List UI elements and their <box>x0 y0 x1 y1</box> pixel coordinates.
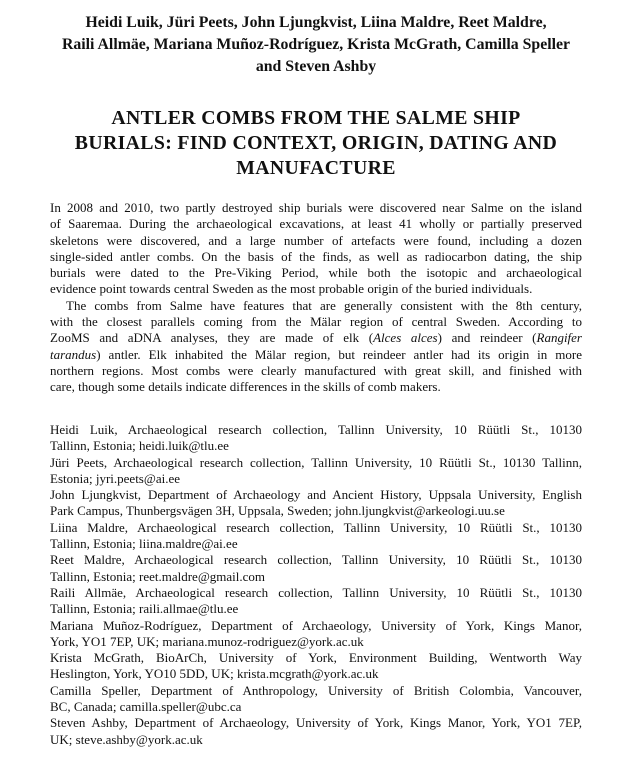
affiliation-line: Tallinn, Estonia; liina.maldre@ai.ee <box>50 536 238 552</box>
title-line: ANTLER COMBS FROM THE SALME SHIP <box>111 107 521 129</box>
abstract-line <box>50 347 582 363</box>
affiliation-entry <box>50 650 582 683</box>
abstract-line: of Saaremaa. During the archaeological excavations, at least 41 wholly or partially preserved <box>50 216 582 232</box>
affiliation-entry <box>50 422 582 455</box>
abstract-line: care, though some details indicate differences in the skills of comb makers. <box>50 379 441 395</box>
affiliation-line: Tallinn, Estonia; reet.maldre@gmail.com <box>50 568 266 584</box>
affiliation-entry <box>50 520 582 553</box>
title-line: MANUFACTURE <box>236 157 396 179</box>
title-line: BURIALS: FIND CONTEXT, ORIGIN, DATING AND <box>74 132 558 154</box>
affiliation-entry <box>50 585 582 618</box>
affiliation-entry <box>50 618 582 651</box>
paper-title <box>6 106 626 181</box>
author-line: Raili Allmäe, Mariana Muñoz-Rodríguez, Krista McGrath, Camilla Speller <box>61 36 571 53</box>
abstract-line: burials were dated to the Pre-Viking Period, while both the isotopic and archaeological <box>50 265 582 281</box>
affiliation-entry <box>50 487 582 520</box>
affiliation-line: Krista McGrath, BioArCh, University of York, Environment Building, Wentworth Way <box>50 650 582 666</box>
affiliation-line: UK; steve.ashby@york.ac.uk <box>50 731 203 747</box>
affiliation-line: Steven Ashby, Department of Archaeology, University of York, Kings Manor, York, YO1 7EP, <box>50 715 582 731</box>
affiliation-line: Raili Allmäe, Archaeological research collection, Tallinn University, 10 Rüütli St., 10130 <box>50 584 582 600</box>
affiliation-line: Park Campus, Thunbergsvägen 3H, Uppsala, Sweden; john.ljungkvist@arkeologi.uu.se <box>50 503 505 519</box>
affiliation-line: John Ljungkvist, Department of Archaeology and Ancient History, Uppsala University, English <box>50 487 582 503</box>
affiliation-line: Liina Maldre, Archaeological research collection, Tallinn University, 10 Rüütli St., 10130 <box>50 519 582 535</box>
affiliation-entry <box>50 455 582 488</box>
abstract-line: with the closest parallels coming from the Mälar region of central Sweden. According to <box>50 314 582 330</box>
abstract-line <box>50 330 582 346</box>
affiliation-line: Camilla Speller, Department of Anthropology, University of British Colombia, Vancouver, <box>50 682 582 698</box>
author-list <box>8 12 624 78</box>
abstract-line: evidence point towards central Sweden as the most probable origin of the buried individuals. <box>50 281 533 297</box>
species-name: Rangifer <box>536 330 582 346</box>
abstract-line: northern regions. Most combs were clearly manufactured with great skill, and finished with <box>50 362 582 378</box>
abstract-line: In 2008 and 2010, two partly destroyed ship burials were discovered near Salme on the island <box>50 200 582 215</box>
author-line: Heidi Luik, Jüri Peets, John Ljungkvist, Liina Maldre, Reet Maldre, <box>85 14 547 31</box>
affiliation-entry <box>50 715 582 748</box>
affiliation-line: Estonia; jyri.peets@ai.ee <box>50 470 181 486</box>
affiliation-line: York, YO1 7EP, UK; mariana.munoz-rodriguez@york.ac.uk <box>50 633 364 649</box>
affiliation-entry <box>50 683 582 716</box>
species-name: Alces alces <box>373 330 438 346</box>
abstract-text: ZooMS and aDNA analyses, they are made of elk ( <box>50 330 374 346</box>
abstract-line: single-sided antler combs. On the basis of the finds, as well as radiocarbon dating, the ship <box>50 248 582 264</box>
abstract <box>50 200 582 396</box>
affiliation-line: Tallinn, Estonia; raili.allmae@tlu.ee <box>50 601 239 617</box>
affiliation-line: Heidi Luik, Archaeological research collection, Tallinn University, 10 Rüütli St., 10130 <box>50 422 582 437</box>
affiliation-line: Mariana Muñoz-Rodríguez, Department of Archaeology, University of York, Kings Manor, <box>50 617 582 633</box>
affiliation-entry <box>50 552 582 585</box>
author-line: and Steven Ashby <box>255 58 377 75</box>
species-name: tarandus <box>50 346 97 362</box>
affiliation-line: Jüri Peets, Archaeological research collection, Tallinn University, 10 Rüütli St., 10130 Tallinn, <box>50 454 582 470</box>
affiliation-line: Reet Maldre, Archaeological research collection, Tallinn University, 10 Rüütli St., 10130 <box>50 552 582 568</box>
affiliation-line: Tallinn, Estonia; heidi.luik@tlu.ee <box>50 438 229 454</box>
abstract-text: ) and reindeer ( <box>437 330 537 346</box>
abstract-text: ) antler. Elk inhabited the Mälar region, but reindeer antler had its origin in more <box>96 346 582 362</box>
affiliations <box>50 422 582 748</box>
affiliation-line: BC, Canada; camilla.speller@ubc.ca <box>50 699 242 715</box>
abstract-line: The combs from Salme have features that are generally consistent with the 8th century, <box>66 297 582 313</box>
abstract-line: skeletons were discovered, and a large number of artefacts were found, including a dozen <box>50 232 582 248</box>
affiliation-line: Heslington, York, YO10 5DD, UK; krista.mcgrath@york.ac.uk <box>50 666 379 682</box>
